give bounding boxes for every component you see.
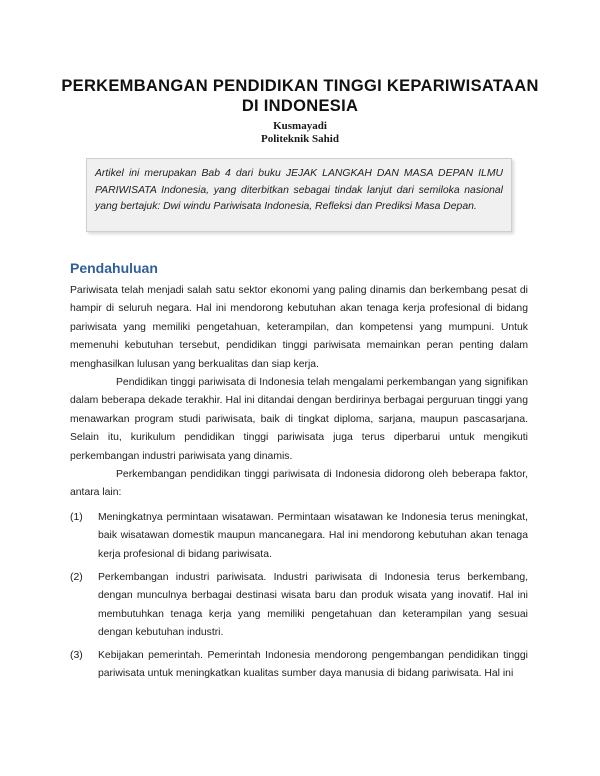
title-line-2: DI INDONESIA — [241, 97, 359, 115]
paragraph-3: Perkembangan pendidikan tinggi pariwisata di Indonesia didorong oleh beberapa faktor, antara lain: — [70, 469, 528, 499]
section-heading: Pendahuluan — [70, 260, 158, 276]
note-box — [86, 158, 512, 232]
list-item-number: (3) — [70, 650, 83, 661]
list-item-number: (1) — [70, 512, 83, 523]
paragraph-1: Pariwisata telah menjadi salah satu sektor ekonomi yang paling dinamis dan berkembang pesat di hampir di seluruh negara. Hal ini mendorong kebutuhan akan tenaga kerja profesional di bidang pariwisata yang memiliki pengetahuan, keterampilan, dan kompetensi yang mumpuni. Untuk memenuhi kebutuhan tersebut, pendidikan tinggi pariwisata memainkan peran penting dalam menghasilkan lulusan yang berkualitas dan siap kerja. — [70, 285, 528, 370]
author-affiliation: Politeknik Sahid — [261, 133, 339, 145]
author-name: Kusmayadi — [273, 120, 327, 132]
list-item-text: Meningkatnya permintaan wisatawan. Permintaan wisatawan ke Indonesia terus meningkat, baik wisatawan domestik maupun mancanegara. Hal ini mendorong kebutuhan akan tenaga kerja profesional di bidang pariwisata. — [98, 512, 528, 560]
paragraph-2: Pendidikan tinggi pariwisata di Indonesia telah mengalami perkembangan yang signifikan dalam beberapa dekade terakhir. Hal ini ditandai dengan berdirinya berbagai perguruan tinggi yang menawarkan program studi pariwisata, baik di tingkat diploma, sarjana, maupun pascasarjana. Selain itu, kurikulum pendidikan tinggi pariwisata juga terus diperbarui untuk mengikuti perkembangan industri pariwisata yang dinamis. — [70, 377, 528, 462]
list-item-text: Kebijakan pemerintah. Pemerintah Indonesia mendorong pengembangan pendidikan tinggi pariwisata untuk meningkatkan kualitas sumber daya manusia di bidang pariwisata. Hal ini — [98, 650, 528, 680]
list-item-text: Perkembangan industri pariwisata. Industri pariwisata di Indonesia terus berkembang, dengan munculnya berbagai destinasi wisata baru dan produk wisata yang inovatif. Hal ini membutuhkan tenaga kerja yang memiliki pengetahuan dan keterampilan yang sesuai dengan kebutuhan industri. — [98, 572, 528, 639]
note-text: Artikel ini merupakan Bab 4 dari buku JEJAK LANGKAH DAN MASA DEPAN ILMU PARIWISATA Indonesia, yang diterbitkan sebagai tindak lanjut dari semiloka nasional yang bertajuk: Dwi windu Pariwisata Indonesia, Refleksi dan Prediksi Masa Depan. — [95, 168, 503, 212]
title-line-1: PERKEMBANGAN PENDIDIKAN TINGGI KEPARIWISATAAN — [61, 77, 539, 95]
list-item-number: (2) — [70, 572, 83, 583]
document-title — [60, 76, 540, 116]
